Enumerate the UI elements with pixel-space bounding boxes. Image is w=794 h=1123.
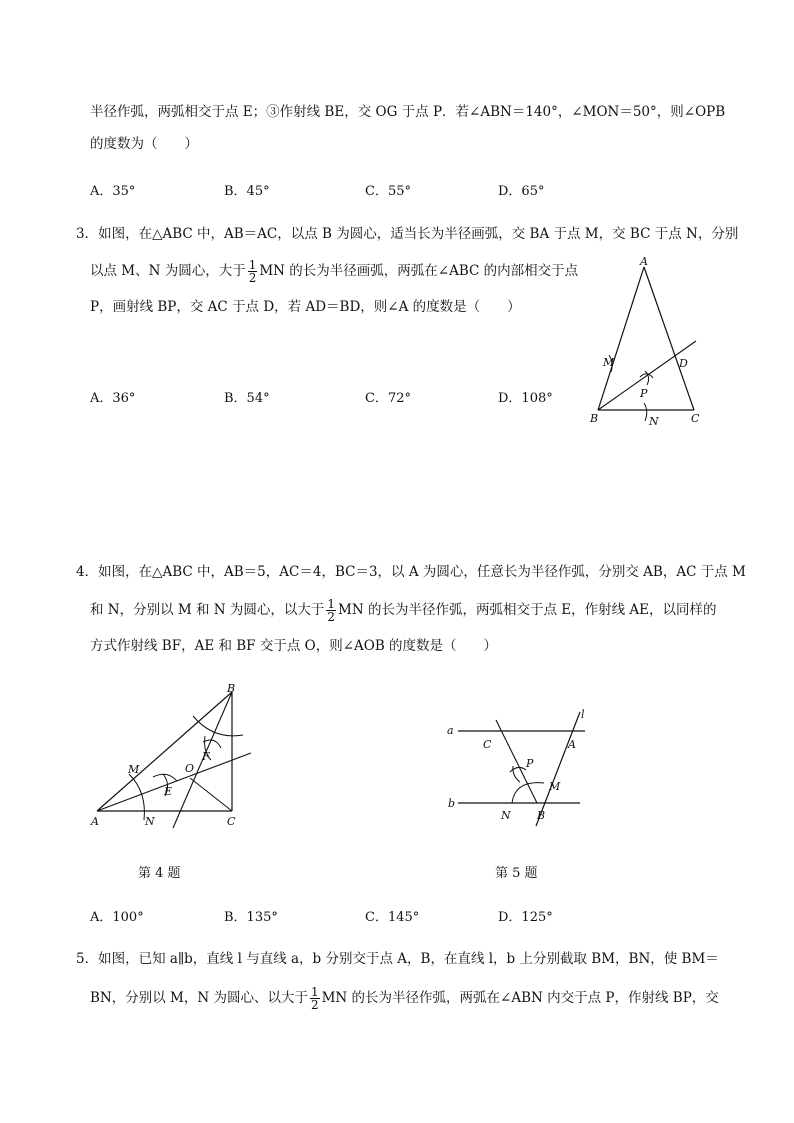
q5-line-2-post: MN 的长为半径作弧，两弧在∠ABN 内交于点 P，作射线 BP，交	[321, 990, 719, 1006]
fraction-numerator: 1	[310, 985, 319, 999]
q5-line-2-pre: BN，分别以 M，N 为圆心、以大于	[90, 990, 308, 1006]
q3-option-a: A．36°	[90, 391, 136, 406]
q5-label-a-point: A	[568, 738, 576, 751]
q2-option-b: B．45°	[224, 184, 270, 199]
q3-figure	[585, 255, 705, 430]
q4-figure	[85, 680, 265, 830]
q3-option-b: B．54°	[224, 391, 270, 406]
q4-figure-caption: 第 4 题	[138, 866, 181, 881]
q3-side-ac	[644, 267, 694, 410]
q4-line-2-post: MN 的长为半径作弧，两弧相交于点 E，作射线 AE，以同样的	[338, 602, 717, 618]
q3-label-b: B	[590, 412, 599, 425]
q3-arc-n	[644, 403, 647, 421]
q3-line-2	[90, 259, 578, 284]
q4-option-c: C．145°	[365, 910, 420, 925]
q2-line-2: 的度数为（ ）	[90, 136, 198, 152]
q4-line-2	[90, 598, 717, 623]
q5-label-n: N	[501, 809, 511, 822]
fraction-denominator: 2	[248, 271, 257, 285]
q2-option-c: C．55°	[365, 184, 411, 199]
q4-arc-f1	[203, 740, 221, 748]
q4-line-1: 4．如图，在△ABC 中，AB＝5，AC＝4，BC＝3，以 A 为圆心，任意长为半径作弧，分别交 AB，AC 于点 M	[76, 564, 746, 580]
q5-label-m: M	[549, 780, 561, 793]
q4-option-d: D．125°	[498, 910, 553, 925]
q3-line-1: 3．如图，在△ABC 中，AB＝AC，以点 B 为圆心，适当长为半径画弧，交 BA 于点 M，交 BC 于点 N，分别	[76, 226, 739, 242]
q3-label-m: M	[603, 356, 615, 369]
q5-figure-caption: 第 5 题	[495, 866, 538, 881]
q4-label-e: E	[164, 785, 173, 798]
q3-line-3: P，画射线 BP，交 AC 于点 D，若 AD＝BD，则∠A 的度数是（ ）	[90, 299, 521, 315]
fraction-numerator: 1	[248, 258, 257, 272]
q4-label-f: F	[202, 750, 210, 763]
q4-label-n: N	[145, 815, 155, 828]
q4-line-3: 方式作射线 BF，AE 和 BF 交于点 O，则∠AOB 的度数是（ ）	[90, 638, 498, 654]
q5-label-p: P	[526, 757, 534, 770]
q4-label-c: C	[227, 815, 236, 828]
q4-label-b: B	[227, 682, 236, 695]
q2-option-d: D．65°	[498, 184, 545, 199]
q2-line-1: 半径作弧，两弧相交于点 E；③作射线 BE，交 OG 于点 P．若∠ABN＝140°，∠MON＝50°，则∠OPB	[90, 104, 726, 120]
q4-option-b: B．135°	[224, 910, 278, 925]
fraction-half	[248, 259, 258, 284]
q4-ray-ae	[97, 753, 251, 811]
q3-line-2-pre: 以点 M、N 为圆心，大于	[90, 263, 246, 279]
q2-option-a: A．35°	[90, 184, 136, 199]
q3-arc-p2	[645, 371, 649, 385]
q5-label-b-point: B	[537, 809, 546, 822]
q5-label-b-line: b	[448, 797, 456, 810]
q4-line-2-pre: 和 N，分别以 M 和 N 为圆心，以大于	[90, 602, 325, 618]
q3-option-d: D．108°	[498, 391, 553, 406]
q4-option-a: A．100°	[90, 910, 144, 925]
q4-segment-oc	[190, 778, 232, 811]
q5-line-1: 5．如图，已知 a∥b，直线 l 与直线 a，b 分别交于点 A，B，在直线 l，b 上分别截取 BM，BN，使 BM＝	[76, 951, 719, 967]
q5-label-a-line: a	[447, 724, 454, 737]
fraction-half	[326, 598, 336, 623]
q5-figure	[440, 700, 600, 830]
q5-label-l: l	[581, 708, 585, 721]
fraction-denominator: 2	[327, 610, 336, 624]
q5-label-c: C	[483, 738, 492, 751]
q4-label-m: M	[128, 763, 140, 776]
q3-label-d: D	[679, 357, 688, 370]
q3-label-a: A	[640, 255, 648, 268]
q4-label-o: O	[185, 762, 195, 775]
q3-label-c: C	[691, 412, 700, 425]
q4-label-a: A	[91, 815, 99, 828]
q5-line-2	[90, 986, 719, 1011]
fraction-denominator: 2	[310, 998, 319, 1012]
q3-line-2-post: MN 的长为半径画弧，两弧在∠ABC 的内部相交于点	[259, 263, 579, 279]
q3-label-n: N	[649, 415, 659, 428]
q3-side-ab	[598, 267, 644, 410]
q3-option-c: C．72°	[365, 391, 411, 406]
q3-label-p: P	[640, 387, 648, 400]
fraction-numerator: 1	[327, 597, 336, 611]
fraction-half	[310, 986, 320, 1011]
